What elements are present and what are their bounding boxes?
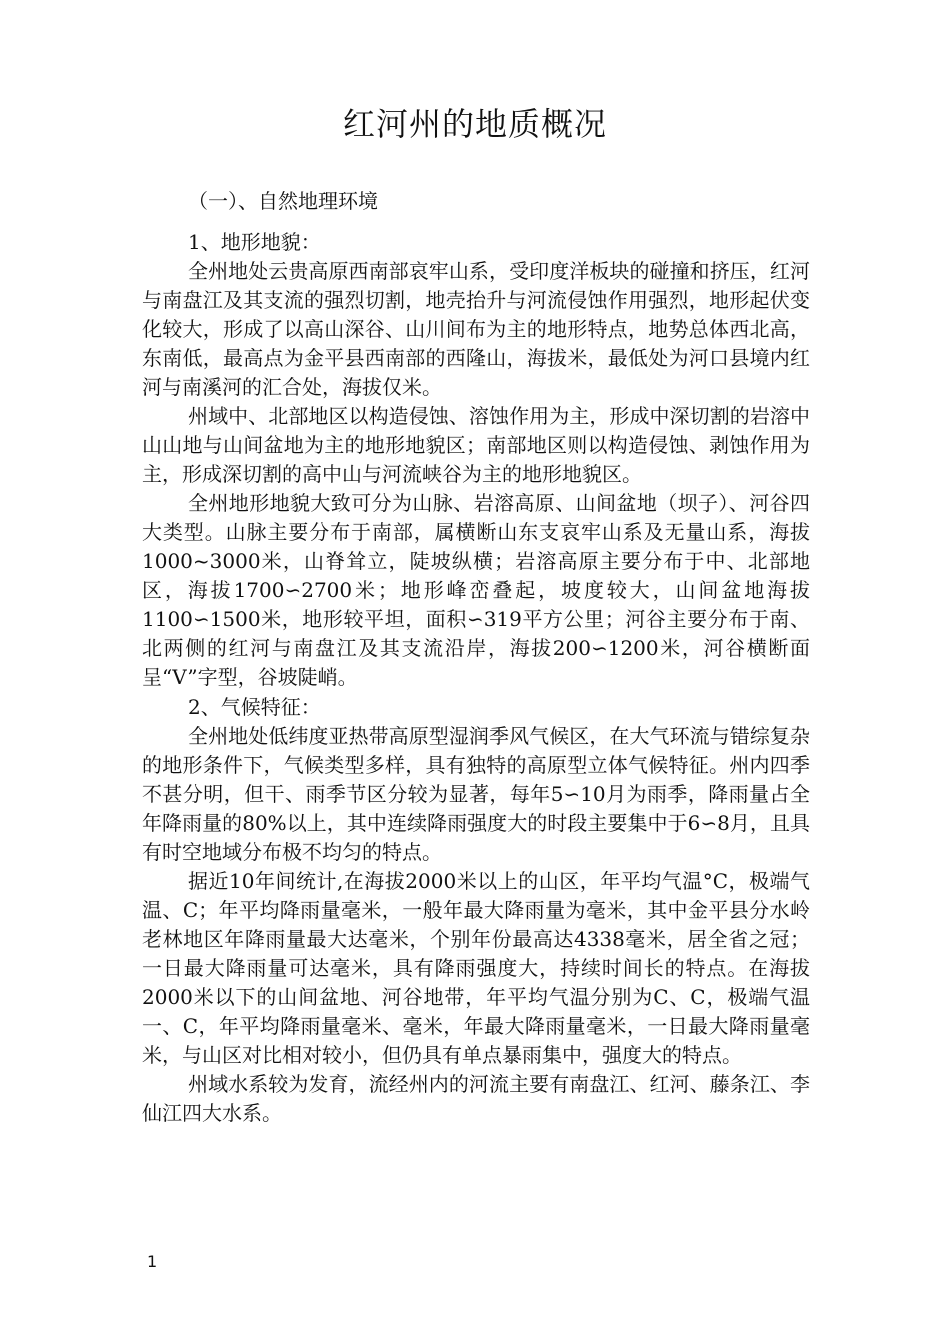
subsection-terrain [142,227,810,692]
document-body [142,186,810,1128]
section-heading: （一）、自然地理环境 [188,189,378,213]
paragraph: 全州地形地貌大致可分为山脉、岩溶高原、山间盆地（坝子）、河谷四大类型。山脉主要分布于南部，属横断山东支哀牢山系及无量山系，海拔1000~3000米，山脊耸立，陡坡纵横；岩溶高原主要分布于中、北部地区，海拔1700∽2700米；地形峰峦叠起，坡度较大，山间盆地海拔1100∽1500米，地形较平坦，面积∽319平方公里；河谷主要分布于南、北两侧的红河与南盘江及其支流沿岸，海拔200∽1200米，河谷横断面呈“V”字型，谷坡陡峭。 [142,491,810,689]
subsection-climate [142,692,810,1128]
paragraph: 州域中、北部地区以构造侵蚀、溶蚀作用为主，形成中深切割的岩溶中山山地与山间盆地为主的地形地貌区；南部地区则以构造侵蚀、剥蚀作用为主，形成深切割的高中山与河流峡谷为主的地形地貌区。 [142,404,810,486]
subsection-heading: 2、气候特征： [188,695,321,719]
paragraph: 全州地处云贵高原西南部哀牢山系，受印度洋板块的碰撞和挤压，红河与南盘江及其支流的强烈切割，地壳抬升与河流侵蚀作用强烈，地形起伏变化较大，形成了以高山深谷、山川间布为主的地形特点，地势总体西北高，东南低，最高点为金平县西南部的西隆山，海拔米，最低处为河口县境内红河与南溪河的汇合处，海拔仅米。 [142,259,810,399]
paragraph: 全州地处低纬度亚热带高原型湿润季风气候区，在大气环流与错综复杂的地形条件下，气候类型多样，具有独特的高原型立体气候特征。州内四季不甚分明，但干、雨季节区分较为显著，每年5∽10月为雨季，降雨量占全年降雨量的80%以上，其中连续降雨强度大的时段主要集中于6∽8月，且具有时空地域分布极不均匀的特点。 [142,724,810,864]
page-number: 1 [147,1252,158,1271]
paragraph: 州域水系较为发育，流经州内的河流主要有南盘江、红河、藤条江、李仙江四大水系。 [142,1072,810,1125]
paragraph: 据近10年间统计,在海拔2000米以上的山区，年平均气温°C，极端气温、C；年平均降雨量毫米，一般年最大降雨量为毫米，其中金平县分水岭老林地区年降雨量最大达毫米，个别年份最高达4338毫米，居全省之冠；一日最大降雨量可达毫米，具有降雨强度大，持续时间长的特点。在海拔2000米以下的山间盆地、河谷地带，年平均气温分别为C、C，极端气温一、C，年平均降雨量毫米、毫米，年最大降雨量毫米，一日最大降雨量毫米，与山区对比相对较小，但仍具有单点暴雨集中，强度大的特点。 [142,869,810,1067]
subsection-heading: 1、地形地貌： [188,230,321,254]
document-title: 红河州的地质概况 [342,105,607,143]
